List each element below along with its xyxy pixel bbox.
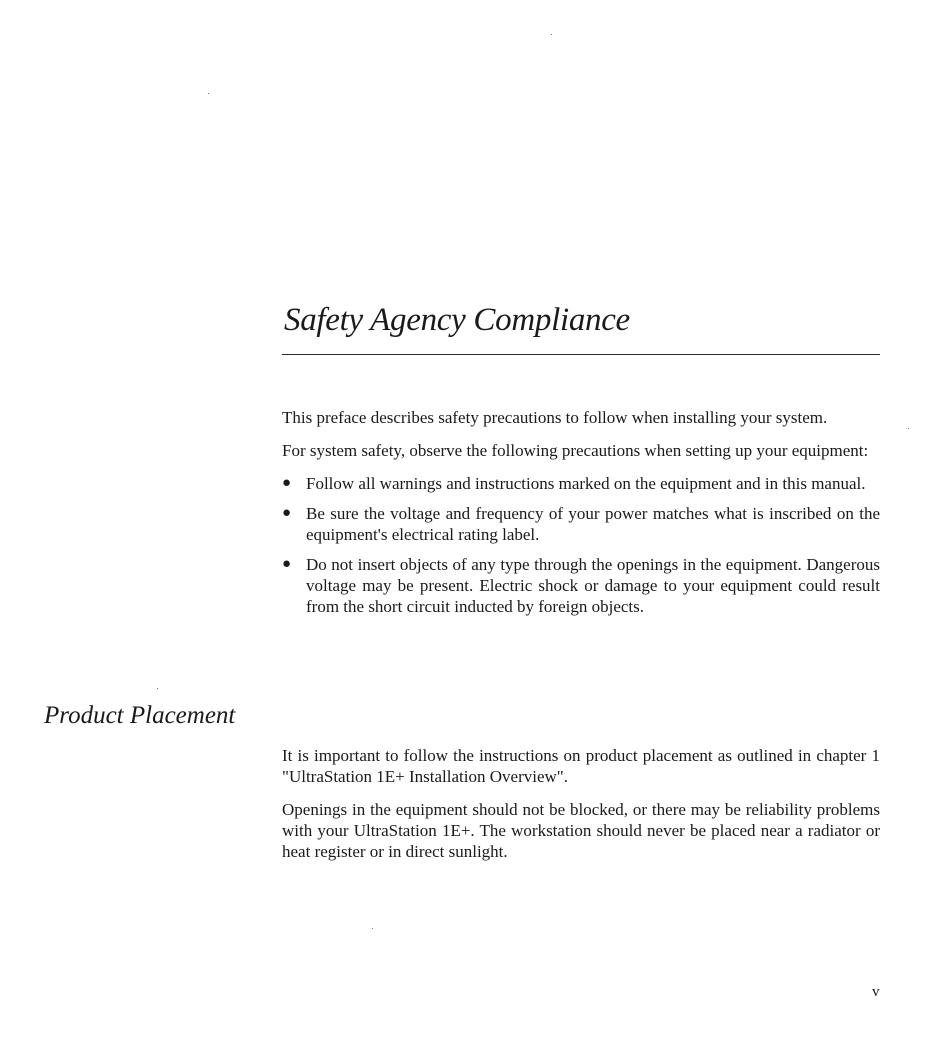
bullet-icon: ● — [282, 505, 292, 521]
scan-speck — [372, 928, 373, 929]
page-title: Safety Agency Compliance — [284, 302, 630, 338]
precaution-text: Do not insert objects of any type through the openings in the equipment. Dangerous voltage may be present. Electric shock or damage to your equipment could result from the short circuit inducted by foreign objects. — [306, 555, 880, 616]
product-placement-section — [282, 745, 880, 874]
precaution-text: Be sure the voltage and frequency of your power matches what is inscribed on the equipment's electrical rating label. — [306, 504, 880, 544]
list-item — [282, 503, 880, 545]
section-heading-product-placement: Product Placement — [44, 702, 236, 729]
placement-paragraph: Openings in the equipment should not be blocked, or there may be reliability problems with your UltraStation 1E+. The workstation should never be placed near a radiator or heat register or in direct sunlight. — [282, 800, 880, 861]
list-item — [282, 554, 880, 617]
bullet-icon: ● — [282, 556, 292, 572]
scan-speck — [208, 93, 209, 94]
intro-paragraph: This preface describes safety precautions to follow when installing your system. — [282, 408, 828, 427]
placement-paragraph: It is important to follow the instructions on product placement as outlined in chapter 1 "UltraStation 1E+ Installation Overview". — [282, 746, 880, 786]
scan-speck — [551, 34, 552, 35]
safety-section — [282, 407, 880, 626]
scan-speck — [908, 428, 909, 429]
list-item — [282, 473, 880, 494]
title-rule — [282, 354, 880, 355]
scan-speck — [157, 688, 158, 689]
precaution-list — [282, 473, 880, 617]
bullet-icon: ● — [282, 475, 292, 491]
precaution-text: Follow all warnings and instructions marked on the equipment and in this manual. — [306, 474, 866, 493]
intro-paragraph: For system safety, observe the following precautions when setting up your equipment: — [282, 441, 869, 460]
page-number: v — [872, 984, 880, 1000]
